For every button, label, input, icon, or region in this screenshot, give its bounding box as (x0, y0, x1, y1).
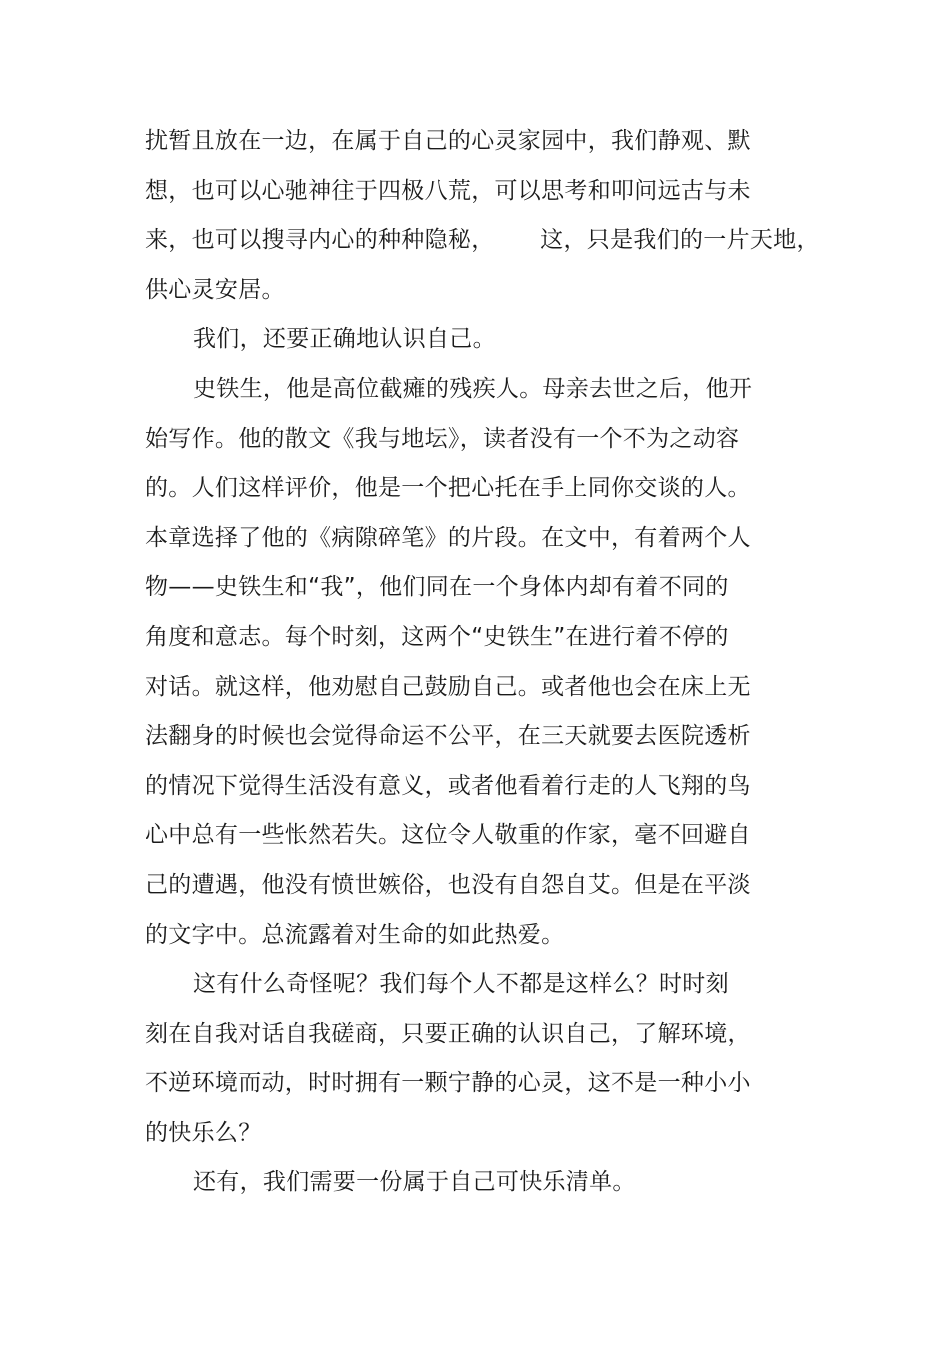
text-line: 始写作。他的散文《我与地坛》，读者没有一个不为之动容 (145, 425, 740, 452)
text-line: 来，也可以搜寻内心的种种隐秘， 这，只是我们的一片天地， (145, 227, 820, 254)
text-line: 这有什么奇怪呢？我们每个人不都是这样么？时时刻 (193, 971, 729, 998)
text-line: 扰暂且放在一边，在属于自己的心灵家园中，我们静观、默 (145, 128, 751, 154)
text-line: 史铁生，他是高位截瘫的残疾人。母亲去世之后，他开 (193, 375, 753, 402)
text-line: 还有，我们需要一份属于自己可快乐清单。 (193, 1169, 636, 1196)
text-line: 物——史铁生和“我”，他们同在一个身体内却有着不同的 (145, 574, 729, 601)
text-line: 角度和意志。每个时刻，这两个“史铁生”在进行着不停的 (145, 623, 729, 650)
text-line: 的快乐么？ (145, 1119, 262, 1146)
text-line: 刻在自我对话自我磋商，只要正确的认识自己，了解环境， (145, 1020, 751, 1047)
text-line: 己的遭遇，他没有愤世嫉俗，也没有自怨自艾。但是在平淡 (145, 871, 751, 898)
text-line: 的。人们这样评价，他是一个把心托在手上同你交谈的人。 (145, 475, 751, 502)
text-line: 心中总有一些怅然若失。这位令人敬重的作家，毫不回避自 (145, 822, 751, 849)
text-line: 本章选择了他的《病隙碎笔》的片段。在文中，有着两个人 (145, 524, 751, 551)
body-text (145, 117, 820, 1208)
text-line: 供心灵安居。 (145, 276, 285, 303)
text-line: 不逆环境而动，时时拥有一颗宁静的心灵，这不是一种小小 (145, 1070, 751, 1097)
text-line: 对话。就这样，他劝慰自己鼓励自己。或者他也会在床上无 (145, 673, 751, 700)
text-line: 法翻身的时候也会觉得命运不公平，在三天就要去医院透析 (145, 723, 751, 750)
text-line: 想，也可以心驰神往于四极八荒，可以思考和叩问远古与未 (145, 177, 751, 204)
text-line: 我们，还要正确地认识自己。 (193, 326, 496, 353)
text-line: 的文字中。总流露着对生命的如此热爱。 (145, 921, 565, 948)
text-line: 的情况下觉得生活没有意义，或者他看着行走的人飞翔的鸟 (145, 772, 751, 799)
